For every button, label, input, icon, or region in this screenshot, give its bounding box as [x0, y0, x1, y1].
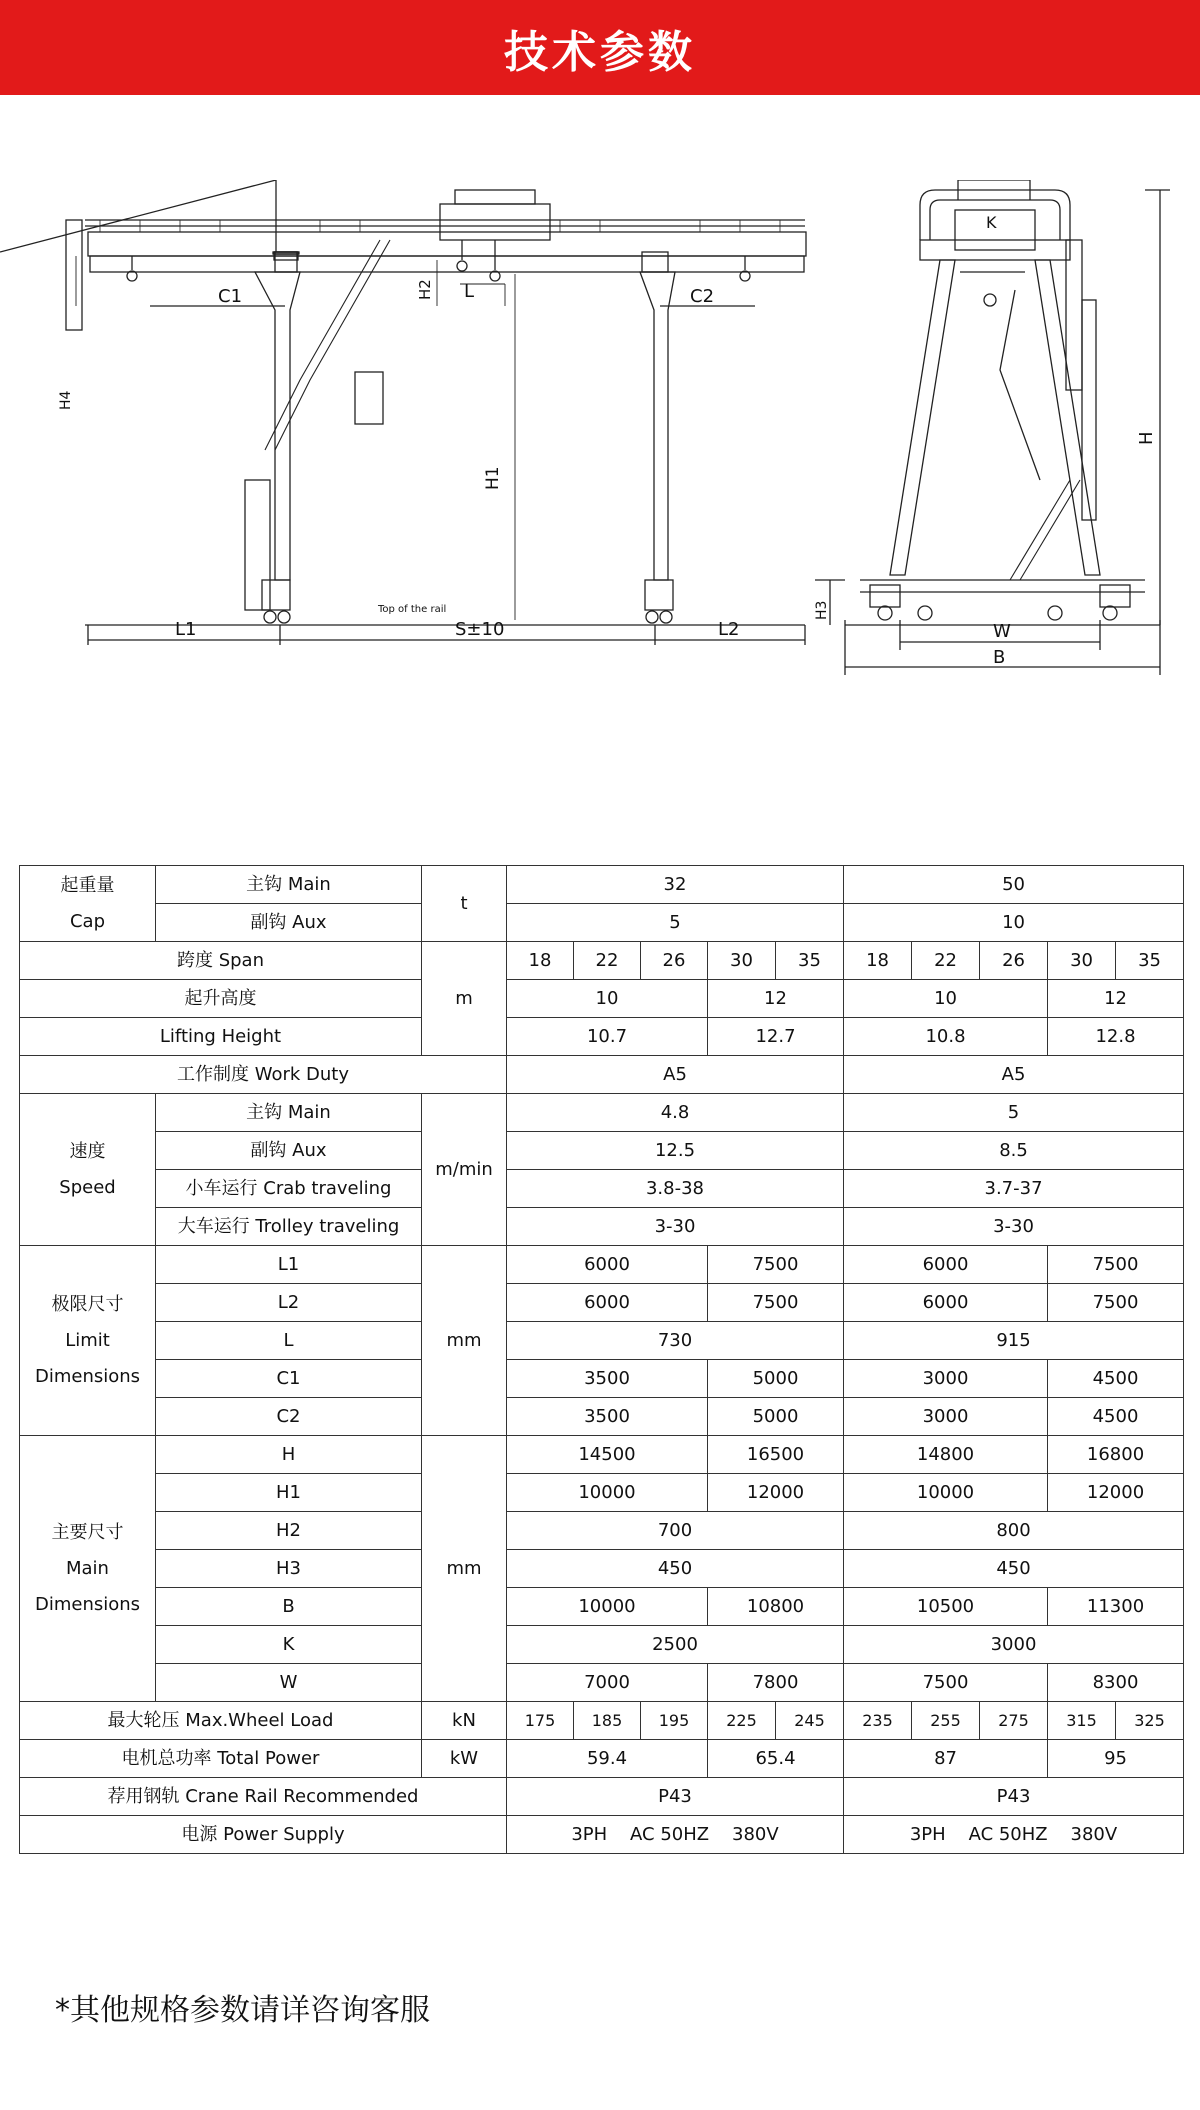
- value-cell: P43: [507, 1778, 844, 1816]
- unit-cell: mm: [422, 1436, 507, 1702]
- table-row: [20, 1626, 1184, 1664]
- left-ladder: [245, 480, 270, 610]
- row-label: H: [156, 1436, 422, 1474]
- banner-title: 技术参数: [504, 26, 696, 78]
- value-cell: 10800: [708, 1588, 844, 1626]
- value-cell: 3000: [844, 1398, 1048, 1436]
- value-cell: 275: [980, 1702, 1048, 1740]
- value-cell: 32: [507, 866, 844, 904]
- footnote: *其他规格参数请详咨询客服: [55, 1993, 430, 2028]
- value-cell: 4.8: [507, 1094, 844, 1132]
- value-cell: 12: [1048, 980, 1184, 1018]
- table-row: [20, 1588, 1184, 1626]
- table-row: [20, 1132, 1184, 1170]
- value-cell: 10500: [844, 1588, 1048, 1626]
- value-cell: 3-30: [844, 1208, 1184, 1246]
- value-cell: 10000: [507, 1588, 708, 1626]
- value-cell: 3500: [507, 1398, 708, 1436]
- value-cell: 6000: [844, 1246, 1048, 1284]
- girder-lower: [90, 256, 804, 272]
- label-c1: C1: [218, 286, 243, 307]
- value-cell: 10000: [507, 1474, 708, 1512]
- row-label: 主钩 Main: [156, 1094, 422, 1132]
- unit-cell: m/min: [422, 1094, 507, 1246]
- value-cell: 6000: [507, 1284, 708, 1322]
- drawing-svg: [0, 180, 1200, 700]
- label-h2: H2: [416, 279, 434, 300]
- value-cell: 915: [844, 1322, 1184, 1360]
- unit-cell: m: [422, 942, 507, 1056]
- label-b: B: [993, 647, 1006, 668]
- table-row: [20, 1322, 1184, 1360]
- row-label: 跨度 Span: [20, 942, 422, 980]
- row-label: W: [156, 1664, 422, 1702]
- value-cell: 10.7: [507, 1018, 708, 1056]
- table-row: [20, 1664, 1184, 1702]
- cab: [355, 372, 383, 424]
- row-label: Lifting Height: [20, 1018, 422, 1056]
- trolley: [440, 204, 550, 240]
- value-cell: 195: [641, 1702, 708, 1740]
- value-cell: 87: [844, 1740, 1048, 1778]
- label-h1: H1: [483, 466, 503, 490]
- unit-cell: t: [422, 866, 507, 942]
- value-cell: A5: [507, 1056, 844, 1094]
- value-cell: 450: [844, 1550, 1184, 1588]
- label-l: L: [464, 281, 475, 302]
- table-row: [20, 1056, 1184, 1094]
- row-label: 大车运行 Trolley traveling: [156, 1208, 422, 1246]
- label-h4: H4: [58, 390, 74, 410]
- right-leg: [640, 272, 675, 580]
- table-row: [20, 1018, 1184, 1056]
- row-label: 最大轮压 Max.Wheel Load: [20, 1702, 422, 1740]
- value-cell: 12.7: [708, 1018, 844, 1056]
- row-label: L2: [156, 1284, 422, 1322]
- table-row: [20, 980, 1184, 1018]
- value-cell: 26: [641, 942, 708, 980]
- row-label: 主钩 Main: [156, 866, 422, 904]
- table-row: [20, 1246, 1184, 1284]
- value-cell: 16800: [1048, 1436, 1184, 1474]
- row-label: C2: [156, 1398, 422, 1436]
- value-cell: 175: [507, 1702, 574, 1740]
- row-label: B: [156, 1588, 422, 1626]
- label-top-of-rail: Top of the rail: [378, 604, 447, 615]
- side-right-leg: [1035, 260, 1100, 575]
- unit-cell: mm: [422, 1246, 507, 1436]
- left-end-ladder: [66, 220, 82, 330]
- main-dim-label-cell: 主要尺寸 Main Dimensions: [20, 1436, 156, 1702]
- value-cell: 185: [574, 1702, 641, 1740]
- value-cell: 245: [776, 1702, 844, 1740]
- value-cell: 5000: [708, 1360, 844, 1398]
- label-h3: H3: [814, 600, 830, 620]
- side-left-leg: [890, 260, 955, 575]
- value-cell: 225: [708, 1702, 776, 1740]
- row-label: H3: [156, 1550, 422, 1588]
- value-cell: 11300: [1048, 1588, 1184, 1626]
- row-label: K: [156, 1626, 422, 1664]
- row-label: H1: [156, 1474, 422, 1512]
- value-cell: 12000: [1048, 1474, 1184, 1512]
- value-cell: 10: [507, 980, 708, 1018]
- row-label: L1: [156, 1246, 422, 1284]
- table-row: [20, 1360, 1184, 1398]
- value-cell: 800: [844, 1512, 1184, 1550]
- row-label: 电机总功率 Total Power: [20, 1740, 422, 1778]
- value-cell: 4500: [1048, 1398, 1184, 1436]
- value-cell: 35: [776, 942, 844, 980]
- value-cell: 450: [507, 1550, 844, 1588]
- technical-parameters-table: [19, 865, 1184, 1854]
- cap-label-cell: 起重量 Cap: [20, 866, 156, 942]
- label-k: K: [986, 213, 997, 232]
- table-row: [20, 1816, 1184, 1854]
- value-cell: 50: [844, 866, 1184, 904]
- unit-cell: kN: [422, 1702, 507, 1740]
- value-cell: 18: [507, 942, 574, 980]
- value-cell: 7500: [1048, 1284, 1184, 1322]
- value-cell: 3.8-38: [507, 1170, 844, 1208]
- value-cell: 10.8: [844, 1018, 1048, 1056]
- value-cell: 30: [708, 942, 776, 980]
- main-girder: [88, 232, 806, 256]
- row-label: 副钩 Aux: [156, 1132, 422, 1170]
- value-cell: 59.4: [507, 1740, 708, 1778]
- value-cell: 3000: [844, 1360, 1048, 1398]
- value-cell: 18: [844, 942, 912, 980]
- value-cell: 7500: [1048, 1246, 1184, 1284]
- value-cell: 235: [844, 1702, 912, 1740]
- value-cell: 730: [507, 1322, 844, 1360]
- value-cell: 700: [507, 1512, 844, 1550]
- table-row: [20, 1398, 1184, 1436]
- value-cell: 14800: [844, 1436, 1048, 1474]
- value-cell: 4500: [1048, 1360, 1184, 1398]
- value-cell: 7800: [708, 1664, 844, 1702]
- value-cell: 30: [1048, 942, 1116, 980]
- value-cell: 22: [912, 942, 980, 980]
- value-cell: 5: [507, 904, 844, 942]
- table-row: [20, 1512, 1184, 1550]
- limit-label-cell: 极限尺寸 Limit Dimensions: [20, 1246, 156, 1436]
- table-row: [20, 866, 1184, 904]
- value-cell: 3PH AC 50HZ 380V: [844, 1816, 1184, 1854]
- value-cell: 12.8: [1048, 1018, 1184, 1056]
- table-row: [20, 1094, 1184, 1132]
- label-c2: C2: [690, 286, 715, 307]
- section-banner: [0, 0, 1200, 95]
- value-cell: A5: [844, 1056, 1184, 1094]
- value-cell: 8300: [1048, 1664, 1184, 1702]
- value-cell: 10000: [844, 1474, 1048, 1512]
- table-row: [20, 1208, 1184, 1246]
- label-l2: L2: [718, 619, 740, 640]
- value-cell: 255: [912, 1702, 980, 1740]
- row-label: 工作制度 Work Duty: [20, 1056, 507, 1094]
- value-cell: 12.5: [507, 1132, 844, 1170]
- value-cell: 6000: [507, 1246, 708, 1284]
- crane-technical-drawing: [0, 180, 1200, 700]
- value-cell: 3500: [507, 1360, 708, 1398]
- value-cell: 3.7-37: [844, 1170, 1184, 1208]
- value-cell: 12000: [708, 1474, 844, 1512]
- value-cell: 7000: [507, 1664, 708, 1702]
- value-cell: 26: [980, 942, 1048, 980]
- row-label: 荐用钢轨 Crane Rail Recommended: [20, 1778, 507, 1816]
- speed-label-cell: 速度 Speed: [20, 1094, 156, 1246]
- row-label: 电源 Power Supply: [20, 1816, 507, 1854]
- table-row: [20, 1702, 1184, 1740]
- value-cell: 7500: [844, 1664, 1048, 1702]
- value-cell: 7500: [708, 1246, 844, 1284]
- table-row: [20, 1436, 1184, 1474]
- value-cell: 315: [1048, 1702, 1116, 1740]
- table-row: [20, 1284, 1184, 1322]
- value-cell: 5: [844, 1094, 1184, 1132]
- value-cell: 10: [844, 980, 1048, 1018]
- table-row: [20, 904, 1184, 942]
- value-cell: 3-30: [507, 1208, 844, 1246]
- value-cell: 8.5: [844, 1132, 1184, 1170]
- table-row: [20, 1778, 1184, 1816]
- unit-cell: kW: [422, 1740, 507, 1778]
- value-cell: 2500: [507, 1626, 844, 1664]
- label-w: W: [993, 621, 1011, 642]
- value-cell: 10: [844, 904, 1184, 942]
- value-cell: P43: [844, 1778, 1184, 1816]
- table-row: [20, 1474, 1184, 1512]
- row-label: C1: [156, 1360, 422, 1398]
- row-label: 副钩 Aux: [156, 904, 422, 942]
- label-s: S±10: [455, 619, 505, 640]
- value-cell: 22: [574, 942, 641, 980]
- row-label: 起升高度: [20, 980, 422, 1018]
- value-cell: 14500: [507, 1436, 708, 1474]
- value-cell: 5000: [708, 1398, 844, 1436]
- value-cell: 12: [708, 980, 844, 1018]
- table-row: [20, 942, 1184, 980]
- value-cell: 7500: [708, 1284, 844, 1322]
- value-cell: 16500: [708, 1436, 844, 1474]
- value-cell: 3PH AC 50HZ 380V: [507, 1816, 844, 1854]
- table-row: [20, 1740, 1184, 1778]
- value-cell: 6000: [844, 1284, 1048, 1322]
- row-label: H2: [156, 1512, 422, 1550]
- row-label: 小车运行 Crab traveling: [156, 1170, 422, 1208]
- row-label: L: [156, 1322, 422, 1360]
- label-l1: L1: [175, 619, 197, 640]
- value-cell: 3000: [844, 1626, 1184, 1664]
- value-cell: 95: [1048, 1740, 1184, 1778]
- table-row: [20, 1170, 1184, 1208]
- value-cell: 325: [1116, 1702, 1184, 1740]
- label-h: H: [1136, 431, 1157, 445]
- value-cell: 35: [1116, 942, 1184, 980]
- table-row: [20, 1550, 1184, 1588]
- value-cell: 65.4: [708, 1740, 844, 1778]
